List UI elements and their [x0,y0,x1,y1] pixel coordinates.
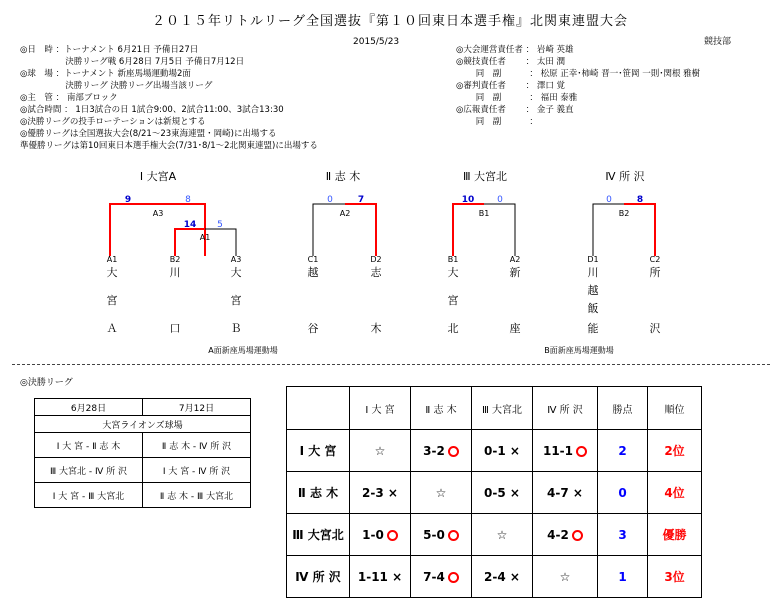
slot-label: D1 [587,255,599,264]
results-header: 順位 [648,387,702,430]
result-cell: 7-4 [411,556,472,598]
win-circle-icon [448,446,459,457]
staff-line: 同 副 ： 福田 泰雅 [456,93,578,103]
staff-line: ◎審判責任者 ： 澤口 覚 [456,81,566,91]
staff-line: 同 副 ： 松原 正幸･柿崎 晋一･笹岡 一則･関根 雅樹 [456,69,701,79]
staff-line: ◎競技責任者 ： 太田 潤 [456,57,566,67]
points-cell: 0 [598,472,648,514]
results-header: Ⅰ 大 宮 [350,387,411,430]
team-name-char: 宮 [106,294,118,307]
team-name-char: Ａ [106,322,118,335]
results-header: Ⅳ 所 沢 [533,387,598,430]
tournament-brackets [0,160,780,360]
bracket-4 [587,170,660,335]
venue-b-label: B面新座馬場運動場 [544,346,614,355]
slot-label: A3 [230,255,242,264]
schedule-row [35,433,251,458]
info-line: ◎主 管 ： 南部ブロック [20,93,118,103]
team-name-char: 越 [587,284,599,297]
team-cell: Ⅰ 大 宮 [287,430,350,472]
result-cell: ☆ [411,472,472,514]
team-name-char: 大 [106,266,118,279]
result-cell: 2-3 × [350,472,411,514]
game-node-label: B2 [618,209,630,218]
win-circle-icon [448,572,459,583]
schedule-match: Ⅱ 志 木 - Ⅲ 大宮北 [143,483,251,508]
final-league-label: ◎決勝リーグ [20,378,73,388]
score-label: 8 [636,195,644,205]
result-cell: 11-1 [533,430,598,472]
section-divider [12,364,770,365]
score-label: 0 [327,195,333,205]
results-header: Ⅱ 志 木 [411,387,472,430]
team-name-char: 座 [509,322,521,335]
points-cell: 3 [598,514,648,556]
game-node-label: A2 [339,209,351,218]
schedule-table [34,398,251,508]
slot-label: A2 [509,255,521,264]
result-cell: 0-5 × [472,472,533,514]
team-name-char: 沢 [649,322,661,335]
schedule-match: Ⅰ 大 宮 - Ⅲ 大宮北 [35,483,143,508]
staff-line: ◎大会運営責任者 ： 岩崎 英雄 [456,45,574,55]
team-name-char: 宮 [447,294,459,307]
team-name-char: Ｂ [230,322,242,335]
game-node-label: A3 [152,209,164,218]
results-table [286,386,702,598]
result-cell: 4-7 × [533,472,598,514]
slot-label: A1 [106,255,118,264]
rank-cell: 優勝 [648,514,702,556]
slot-label: D2 [370,255,382,264]
team-cell: Ⅲ 大宮北 [287,514,350,556]
game-node-label: B1 [478,209,490,218]
results-header-row [287,387,702,430]
team-cell: Ⅳ 所 沢 [287,556,350,598]
win-circle-icon [572,530,583,541]
result-cell: 0-1 × [472,430,533,472]
page-title: ２０１５年リトルリーグ全国選抜『第１０回東日本選手権』北関東連盟大会 [151,14,628,29]
result-cell: 3-2 [411,430,472,472]
bracket-title: Ⅲ 大宮北 [462,170,508,183]
team-name-char: 新 [509,266,521,279]
points-cell: 2 [598,430,648,472]
result-cell: 5-0 [411,514,472,556]
schedule-date: 6月28日 [35,399,143,416]
rank-cell: 2位 [648,430,702,472]
schedule-row [35,483,251,508]
result-cell: 2-4 × [472,556,533,598]
team-name-char: 越 [307,266,319,279]
team-name-char: 谷 [307,322,319,335]
score-label: 8 [185,195,191,205]
bracket-3 [448,169,521,335]
team-name-char: 大 [447,266,459,279]
schedule-row [35,458,251,483]
slot-label: C2 [649,255,661,264]
info-line: ◎日 時 ：トーナメント 6月21日 予備日27日 [20,45,199,55]
info-line: ◎球 場 ：トーナメント 新座馬場運動場2面 [20,69,191,79]
info-line: ◎優勝リーグは全国選抜大会(8/21～23東海連盟・岡崎)に出場する [20,129,277,139]
slot-label: B1 [447,255,459,264]
team-name-char: 宮 [230,294,242,307]
bracket-line-winner [110,204,158,256]
schedule-match: Ⅱ 志 木 - Ⅳ 所 沢 [143,433,251,458]
win-circle-icon [576,446,587,457]
team-name-char: 北 [447,322,459,335]
info-line: 準優勝リーグは第10回東日本選手権大会(7/31･8/1～2北関東連盟)に出場する [20,141,318,151]
team-name-char: 川 [169,266,181,279]
result-cell: ☆ [472,514,533,556]
score-label: 9 [124,195,132,205]
bracket-title: Ⅱ 志 木 [325,170,361,183]
points-cell: 1 [598,556,648,598]
team-name-char: 大 [230,266,242,279]
schedule-match: Ⅰ 大 宮 - Ⅳ 所 沢 [143,458,251,483]
score-label: 5 [217,220,223,230]
results-header: Ⅲ 大宮北 [472,387,533,430]
team-name-char: 所 [649,266,661,279]
team-name-char: 口 [169,322,181,335]
info-line: 決勝リーグ 決勝リーグ出場当該リーグ [20,81,213,91]
score-label: 10 [461,195,475,205]
result-cell: ☆ [533,556,598,598]
info-line: ◎決勝リーグの投手ローテーションは新規とする [20,117,206,127]
schedule-venue: 大宮ライオンズ球場 [35,416,251,433]
result-cell: ☆ [350,430,411,472]
staff-line: ◎広報責任者 ： 金子 義直 [456,105,574,115]
game-node-label: A1 [199,233,211,242]
date-label: 2015/5/23 [353,37,400,47]
team-name-char: 木 [370,322,382,335]
score-label: 0 [606,195,612,205]
department-label: 競技部 [704,37,732,47]
bracket-2 [308,169,383,335]
result-cell: 1-0 [350,514,411,556]
team-name-char: 川 [587,266,599,279]
win-circle-icon [387,530,398,541]
staff-line: 同 副 ： [456,117,538,127]
score-label: 0 [497,195,503,205]
result-cell: 1-11 × [350,556,411,598]
results-header [287,387,350,430]
result-cell: 4-2 [533,514,598,556]
team-name-char: 志 [370,266,382,279]
win-circle-icon [448,530,459,541]
team-name-char: 飯 [587,302,599,315]
venue-a-label: A面新座馬場運動場 [208,346,278,355]
score-label: 14 [183,220,197,230]
results-row [287,430,702,472]
team-cell: Ⅱ 志 木 [287,472,350,514]
bracket-1 [107,169,242,335]
schedule-match: Ⅰ 大 宮 - Ⅱ 志 木 [35,433,143,458]
slot-label: B2 [169,255,181,264]
bracket-title: Ⅳ 所 沢 [605,170,645,183]
schedule-match: Ⅲ 大宮北 - Ⅳ 所 沢 [35,458,143,483]
info-line: ◎試合時間 ： 1日3試合の日 1試合9:00、2試合11:00、3試合13:30 [20,105,284,115]
rank-cell: 3位 [648,556,702,598]
schedule-header-row [35,399,251,416]
bracket-title: Ⅰ 大宮A [139,170,177,183]
team-name-char: 能 [587,322,599,335]
score-label: 7 [357,195,365,205]
slot-label: C1 [307,255,319,264]
info-line: 決勝リーグ戦 6月28日 7月5日 予備日7月12日 [20,57,245,67]
results-header: 勝点 [598,387,648,430]
schedule-venue-row [35,416,251,433]
rank-cell: 4位 [648,472,702,514]
schedule-date: 7月12日 [143,399,251,416]
results-row [287,472,702,514]
results-row [287,556,702,598]
results-row [287,514,702,556]
